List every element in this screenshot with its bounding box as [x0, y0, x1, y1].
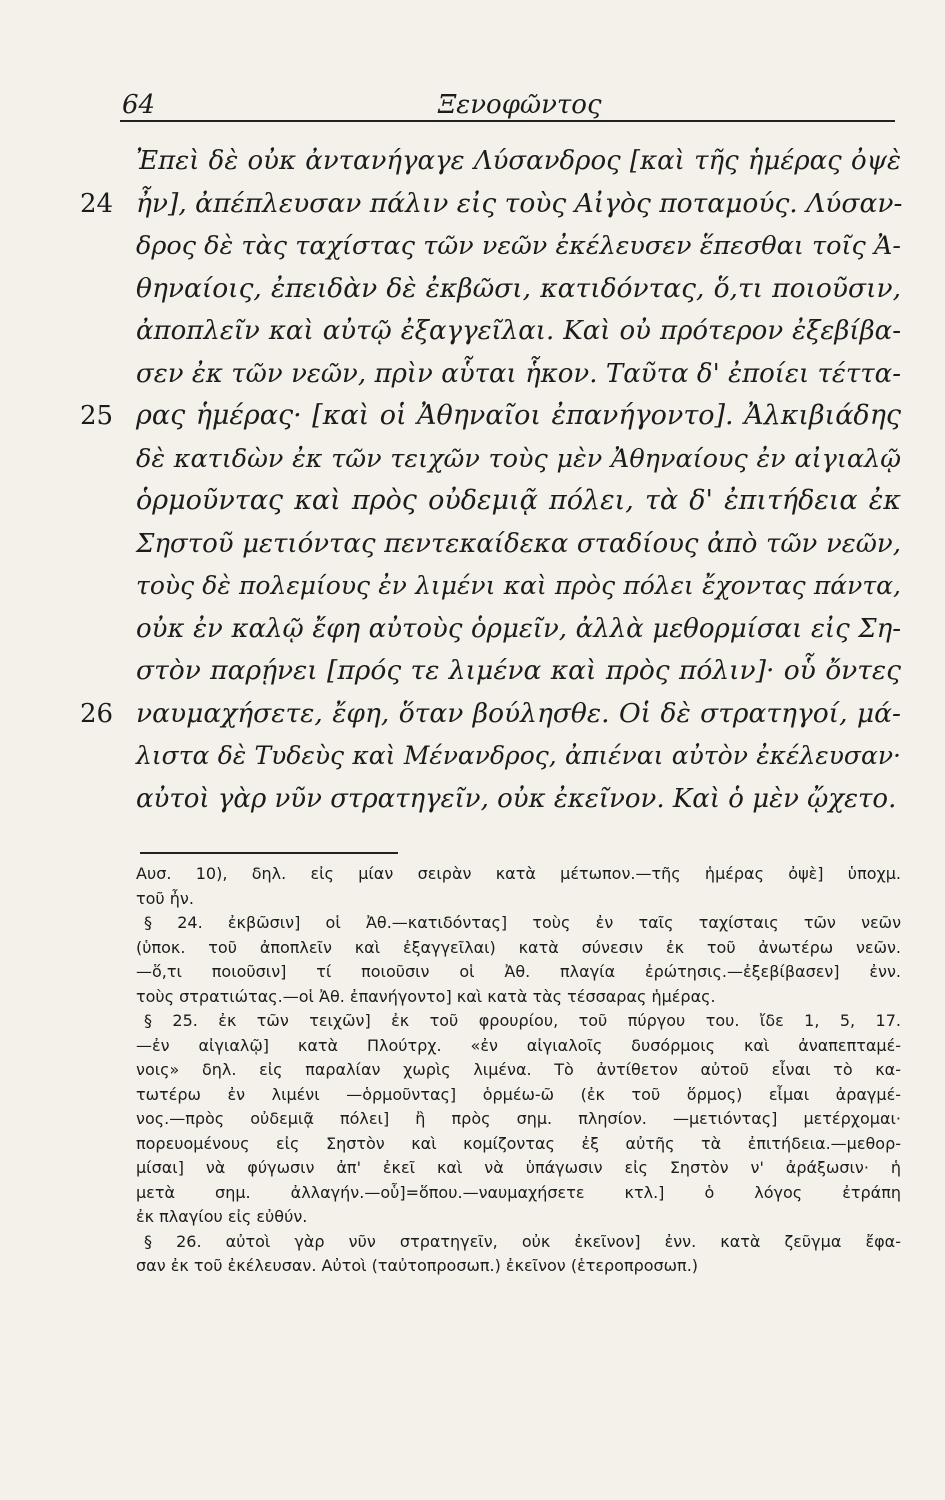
footnote-line-text: (ὑποκ. τοῦ ἀποπλεῖν καὶ ἐξαγγεῖλαι) κατὰ σύνεσιν ἐκ τοῦ ἀνωτέρω νεῶν. — [136, 937, 901, 957]
main-text-line — [136, 523, 901, 566]
footnote-line-text: —ἐν αἰγιαλῷ] κατὰ Πλούτρχ. «ἐν αἰγιαλοῖς δυσόρμοις καὶ ἀναπεπταμέ- — [136, 1035, 901, 1055]
main-text-line-text: Ἐπεὶ δὲ οὐκ ἀντανήγαγε Λύσανδρος [καὶ τῆς ἡμέρας ὀψὲ — [136, 146, 901, 176]
footnote-line-text: τοῦ ἦν. — [136, 888, 194, 908]
main-text-line — [136, 480, 901, 523]
main-text-line-text: ὁρμοῦντας καὶ πρὸς οὐδεμιᾷ πόλει, τὰ δ' ἐπιτήδεια ἐκ — [136, 485, 901, 516]
page-number: 64 — [122, 90, 156, 120]
footnote-line-text: σαν ἐκ τοῦ ἐκέλευσαν. Αὐτοὶ (ταὐτοπροσωπ.) ἐκεῖνον (ἑτεροπροσωπ.) — [136, 1256, 699, 1275]
main-text-line — [136, 735, 901, 778]
footnote-line-text: ἐκ πλαγίου εἰς εὐθύν. — [136, 1207, 308, 1226]
main-text-line-text: ρας ἡμέρας· [καὶ οἱ Ἀθηναῖοι ἐπανήγοντο]. Ἀλκιβιάδης — [136, 400, 901, 431]
footnote-line-text: νος.—πρὸς οὐδεμιᾷ πόλει] ἢ πρὸς σημ. πλησίον. —μετιόντας] μετέρχομαι· — [136, 1109, 901, 1128]
main-text-line-text: λιστα δὲ Τυδεὺς καὶ Μένανδρος, ἀπιέναι αὐτὸν ἐκέλευσαν· — [136, 741, 901, 770]
footnote-line-text: πορευομένους εἰς Σηστὸν καὶ κομίζοντας ἐξ αὐτῆς τὰ ἐπιτήδεια.—μεθορ- — [136, 1133, 901, 1153]
footnote-line — [136, 1034, 901, 1059]
running-title: Ξενοφῶντος — [438, 90, 602, 120]
main-text-line — [136, 310, 901, 353]
section-number: 25 — [80, 401, 114, 431]
main-text-line-text: τοὺς δὲ πολεμίους ἐν λιμένι καὶ πρὸς πόλει ἔχοντας πάντα, — [136, 571, 901, 600]
footnote-line-text: § 25. ἐκ τῶν τειχῶν] ἐκ τοῦ φρουρίου, τοῦ πύργου του. ἴδε 1, 5, 17. — [144, 1011, 901, 1030]
footnote-line-text: τωτέρω ἐν λιμένι —ὁρμοῦντας] ὁρμέω-ῶ (ἐκ τοῦ ὅρμος) εἶμαι ἀραγμέ- — [136, 1084, 901, 1104]
main-text-line — [136, 353, 901, 396]
footnote-line-text: τοὺς στρατιώτας.—οἱ Ἀθ. ἐπανήγοντο] καὶ κατὰ τὰς τέσσαρας ἡμέρας. — [136, 986, 716, 1006]
main-text-line — [136, 778, 901, 821]
main-text-line-text: δὲ κατιδὼν ἐκ τῶν τειχῶν τοὺς μὲν Ἀθηναίους ἐν αἰγιαλῷ — [136, 443, 901, 474]
footnote-line-text: μίσαι] νὰ φύγωσιν ἀπ' ἐκεῖ καὶ νὰ ὑπάγωσιν εἰς Σηστὸν ν' ἀράξωσιν· ἡ — [136, 1158, 901, 1177]
footnote-line — [136, 911, 901, 936]
footnote-line — [136, 1083, 901, 1108]
main-text-line — [80, 183, 903, 226]
main-text-line-text: αὐτοὶ γὰρ νῦν στρατηγεῖν, οὐκ ἐκεῖνον. Καὶ ὁ μὲν ᾤχετο. — [136, 783, 897, 814]
main-text-line-text: στὸν παρῄνει [πρός τε λιμένα καὶ πρὸς πόλιν]· οὗ ὄντες — [136, 655, 901, 686]
footnote-line-text: § 26. αὐτοὶ γὰρ νῦν στρατηγεῖν, οὐκ ἐκεῖνον] ἐνν. κατὰ ζεῦγμα ἔφα- — [144, 1231, 901, 1251]
main-text-line — [136, 225, 901, 268]
footnote-line — [136, 1205, 901, 1230]
footnote-line — [136, 862, 901, 887]
footnote-line — [136, 960, 901, 985]
footnote-line-text: μετὰ σημ. ἀλλαγήν.—οὗ]=ὅπου.—ναυμαχήσετε κτλ.] ὁ λόγος ἐτράπη — [136, 1182, 901, 1202]
main-text-line — [136, 565, 901, 608]
footnote-line-text: § 24. ἐκβῶσιν] οἱ Ἀθ.—κατιδόντας] τοὺς ἐν ταῖς ταχίσταις τῶν νεῶν — [144, 913, 901, 932]
main-text-line-text: οὐκ ἐν καλῷ ἔφη αὐτοὺς ὁρμεῖν, ἀλλὰ μεθορμίσαι εἰς Ση- — [136, 613, 901, 644]
footnote-line — [136, 1181, 901, 1206]
footnote-line-text: Αυσ. 10), δηλ. εἰς μίαν σειρὰν κατὰ μέτωπον.—τῆς ἡμέρας ὀψὲ] ὑποχμ. — [136, 864, 901, 883]
main-text-line — [136, 268, 901, 311]
main-text-line — [80, 395, 901, 438]
main-text-line-text: δρος δὲ τὰς ταχίστας τῶν νεῶν ἐκέλευσεν ἕπεσθαι τοῖς Ἀ- — [136, 231, 901, 261]
main-text-line — [80, 693, 901, 736]
page-header — [120, 80, 895, 118]
main-text-line-text: θηναίοις, ἐπειδὰν δὲ ἐκβῶσι, κατιδόντας, ὅ,τι ποιοῦσιν, — [136, 272, 901, 304]
footnote-line — [136, 1132, 901, 1157]
header-rule — [120, 120, 895, 122]
main-text-line-text: ναυμαχήσετε, ἔφη, ὅταν βούλησθε. Οἱ δὲ στρατηγοί, μά- — [136, 697, 901, 729]
footnote-line-text: —ὅ,τι ποιοῦσιν] τί ποιοῦσιν οἱ Ἀθ. πλαγία ἐρώτησις.—ἐξεβίβασεν] ἐνν. — [136, 962, 901, 981]
main-text-line — [136, 438, 901, 481]
footnote-line — [136, 936, 901, 961]
main-text-line-text: Σηστοῦ μετιόντας πεντεκαίδεκα σταδίους ἀπὸ τῶν νεῶν, — [136, 528, 901, 559]
main-text — [80, 140, 903, 820]
main-text-line-text: ἦν], ἀπέπλευσαν πάλιν εἰς τοὺς Αἰγὸς ποταμούς. Λύσαν- — [136, 187, 903, 219]
footnote-line — [136, 1156, 901, 1181]
main-text-line — [136, 608, 901, 651]
footnotes — [136, 862, 901, 1279]
section-number: 24 — [80, 188, 114, 219]
section-number: 26 — [80, 698, 114, 729]
main-text-line-text: ἀποπλεῖν καὶ αὐτῷ ἐξαγγεῖλαι. Καὶ οὐ πρότερον ἐξεβίβα- — [136, 316, 901, 346]
footnote-line — [136, 1009, 901, 1034]
footnote-line-text: νοις» δηλ. εἰς παραλίαν χωρὶς λιμένα. Τὸ ἀντίθετον αὐτοῦ εἶναι τὸ κα- — [136, 1060, 901, 1079]
footnote-line — [136, 1254, 901, 1279]
footnote-line — [136, 985, 901, 1010]
footnote-rule — [140, 852, 398, 854]
footnote-line — [136, 1058, 901, 1083]
footnote-line — [136, 1107, 901, 1132]
main-text-line-text: σεν ἐκ τῶν νεῶν, πρὶν αὗται ἧκον. Ταῦτα δ' ἐποίει τέττα- — [136, 358, 901, 389]
main-text-line — [136, 650, 901, 693]
main-text-line — [136, 140, 901, 183]
footnote-line — [136, 887, 901, 912]
footnote-line — [136, 1230, 901, 1255]
